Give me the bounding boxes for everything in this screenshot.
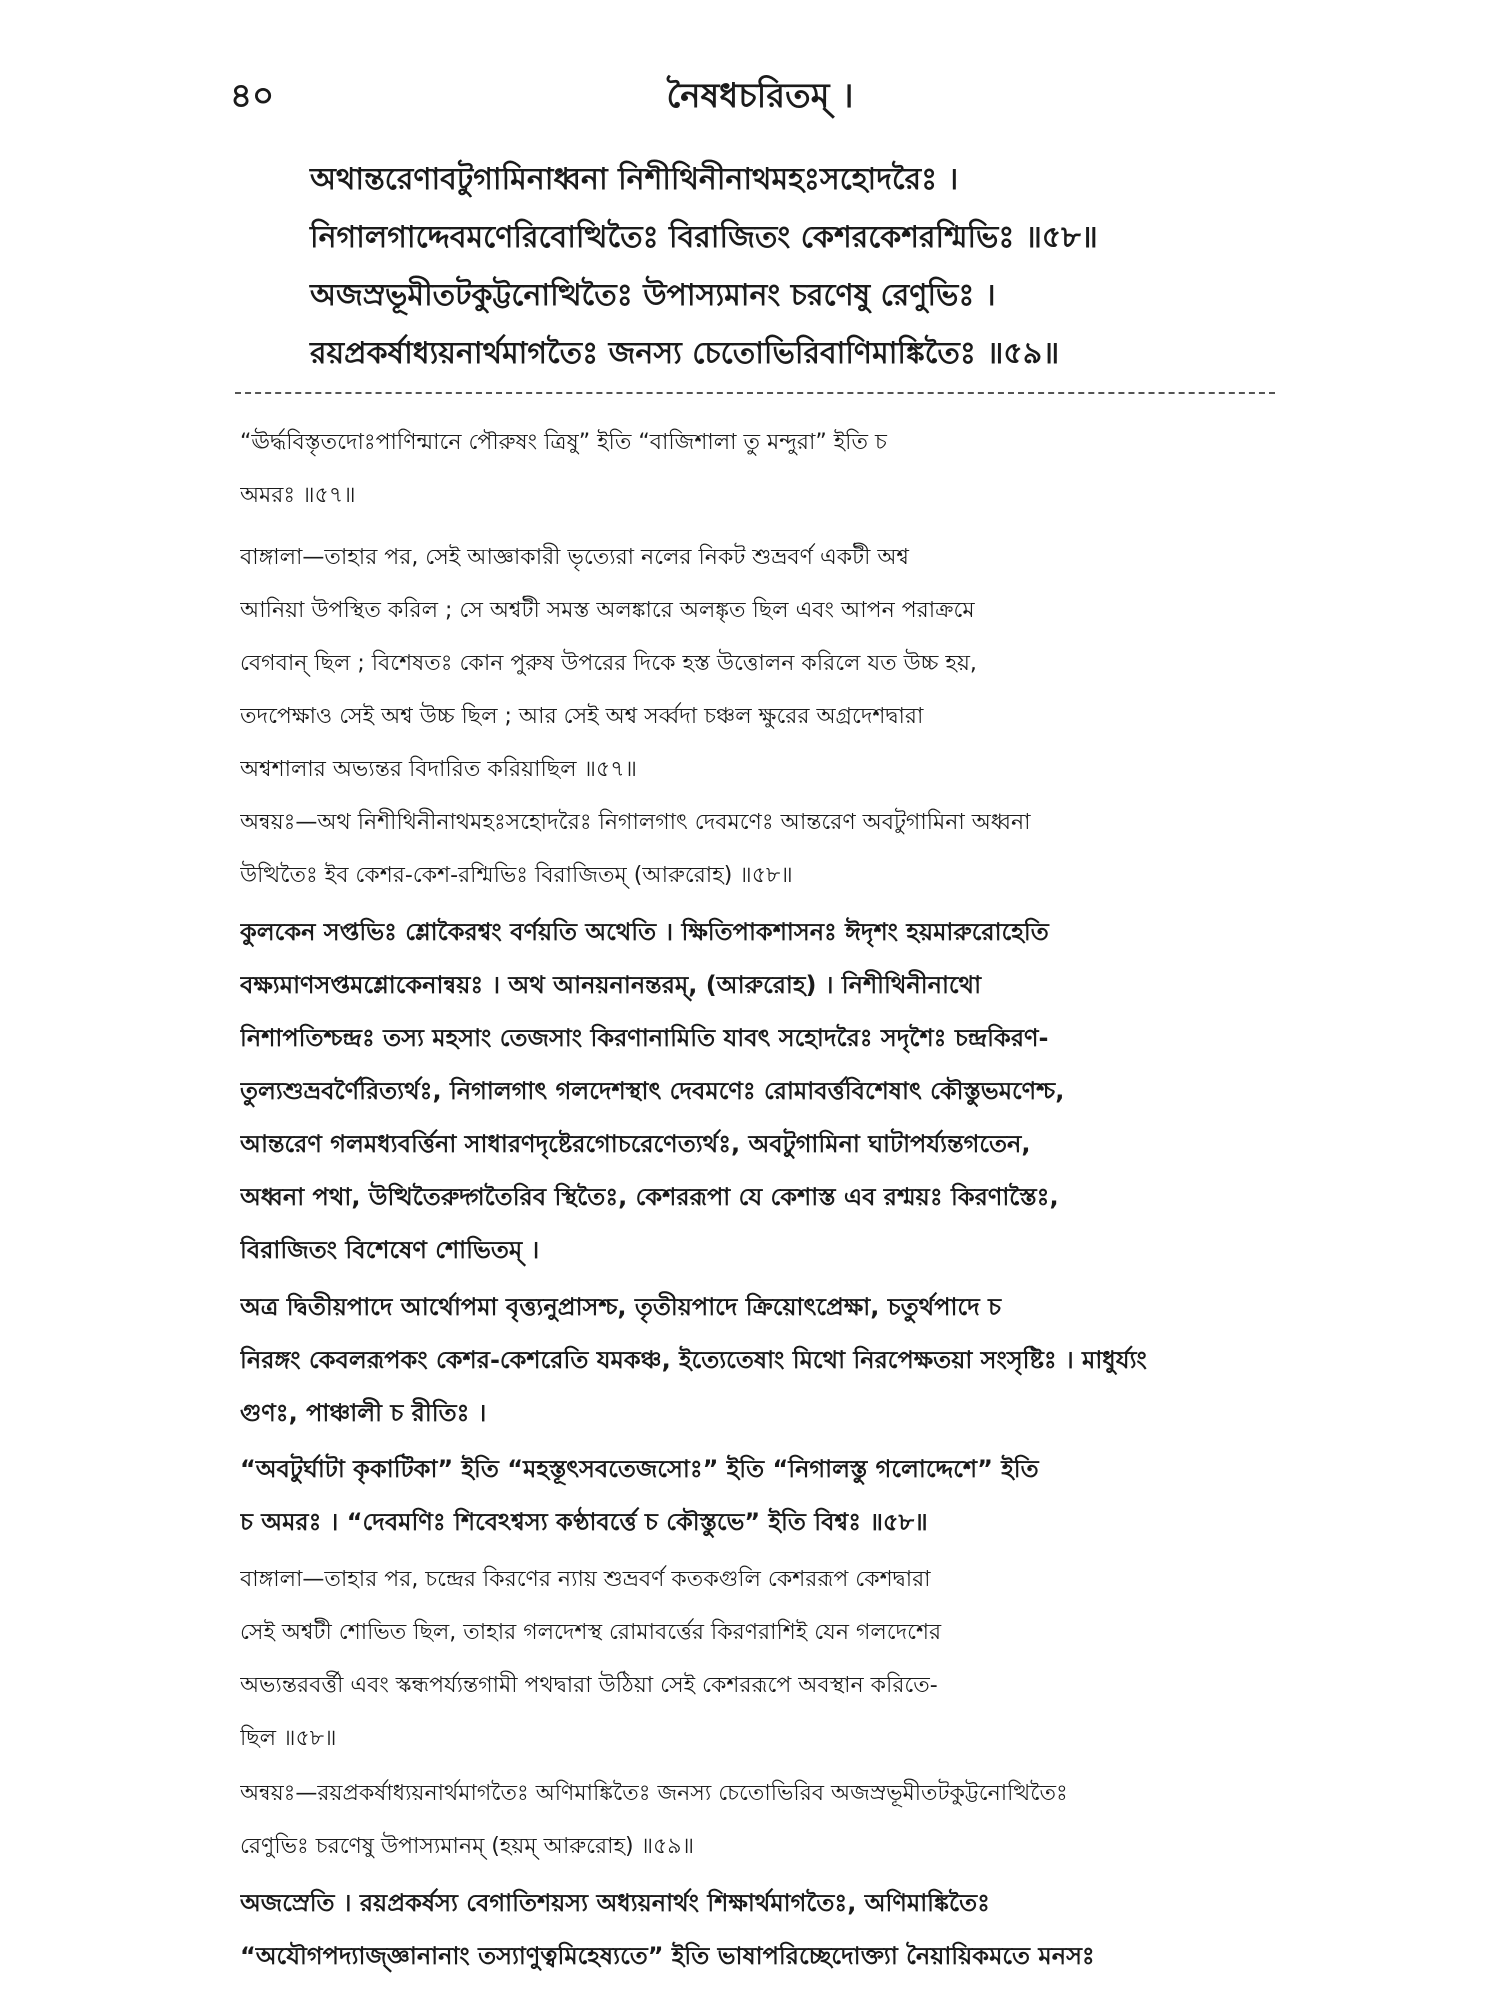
commentary-line: চ অমরঃ । “দেবমণিঃ শিবেঽশ্বস্য কণ্ঠাবর্ত্তে চ কৌস্তুভে” ইতি বিশ্বঃ ॥৫৮॥	[240, 1508, 928, 1536]
verse-line: রয়প্রকর্ষাধ্যয়নার্থমাগতৈঃ জনস্য চেতোভিরিবাণিমাঙ্কিতৈঃ ॥৫৯॥	[310, 336, 1060, 371]
commentary-line: অধ্বনা পথা, উত্থিতৈরুদ্গতৈরিব স্থিতৈঃ, কেশররূপা যে কেশাস্ত এব রশ্ময়ঃ কিরণাস্তৈঃ,	[240, 1183, 1059, 1211]
commentary-line: কুলকেন সপ্তভিঃ শ্লোকৈরশ্বং বর্ণয়তি অথেতি । ক্ষিতিপাকশাসনঃ ঈদৃশং হয়মারুরোহেতি	[240, 918, 1049, 946]
bengali-line: সেই অশ্বটী শোভিত ছিল, তাহার গলদেশস্থ রোমাবর্ত্তের কিরণরাশিই যেন গলদেশের	[240, 1620, 942, 1645]
bengali-line: বেগবান্ ছিল ; বিশেষতঃ কোন পুরুষ উপরের দিকে হস্ত উত্তোলন করিলে যত উচ্চ হয়,	[240, 651, 977, 676]
bengali-line: অভ্যন্তরবর্ত্তী এবং স্কন্ধপর্য্যন্তগামী পথদ্বারা উঠিয়া সেই কেশররূপে অবস্থান করিতে-	[240, 1673, 938, 1698]
commentary-line: নিশাপতিশ্চন্দ্রঃ তস্য মহসাং তেজসাং কিরণানামিতি যাবৎ সহোদরৈঃ সদৃশৈঃ চন্দ্রকিরণ-	[240, 1024, 1049, 1052]
verse-line: অজস্রভূমীতটকুট্টনোত্থিতৈঃ উপাস্যমানং চরণেষু রেণুভিঃ ।	[310, 278, 996, 313]
anvaya-line: অন্বয়ঃ—রয়প্রকর্ষাধ্যয়নার্থমাগতৈঃ অণিমাঙ্কিতৈঃ জনস্য চেতোভিরিব অজস্রভূমীতটকুট্টনোত্থিতৈঃ	[240, 1781, 1068, 1806]
commentary-line: আন্তরেণ গলমধ্যবর্ত্তিনা সাধারণদৃষ্টেরগোচরেণেত্যর্থঃ, অবটুগামিনা ঘাটাপর্য্যন্তগতেন,	[240, 1130, 1031, 1158]
bengali-line: ছিল ॥৫৮॥	[240, 1726, 337, 1751]
commentary-line: তুল্যশুভ্রবর্ণৈরিত্যর্থঃ, নিগালগাৎ গলদেশস্থাৎ দেবমণেঃ রোমাবর্ত্তবিশেষাৎ কৌস্তুভমণেশ্চ,	[240, 1077, 1065, 1105]
bengali-line: তদপেক্ষাও সেই অশ্ব উচ্চ ছিল ; আর সেই অশ্ব সর্ব্বদা চঞ্চল ক্ষুরের অগ্রদেশদ্বারা	[240, 704, 924, 729]
commentary-line: গুণঃ, পাঞ্চালী চ রীতিঃ ।	[240, 1399, 487, 1427]
anvaya-line: অন্বয়ঃ—অথ নিশীথিনীনাথমহঃসহোদরৈঃ নিগালগাৎ দেবমণেঃ আন্তরেণ অবটুগামিনা অধ্বনা	[240, 810, 1031, 835]
verse-line: অথান্তরেণাবটুগামিনাধ্বনা নিশীথিনীনাথমহঃসহোদরৈঃ ।	[310, 162, 959, 197]
bengali-line: বাঙ্গালা—তাহার পর, সেই আজ্ঞাকারী ভৃত্যেরা নলের নিকট শুভ্রবর্ণ একটী অশ্ব	[240, 545, 909, 570]
running-title: নৈষধচরিতম্ ।	[666, 76, 854, 116]
commentary-line: “অযৌগপদ্যাজ্জ্ঞানানাং তস্যাণুত্বমিহেষ্যতে” ইতি ভাষাপরিচ্ছেদোক্ত্যা নৈয়ায়িকমতে মনসঃ	[240, 1942, 1095, 1970]
commentary-line: অত্র দ্বিতীয়পাদে আর্থোপমা বৃত্ত্যনুপ্রাসশ্চ, তৃতীয়পাদে ক্রিয়োৎপ্রেক্ষা, চতুর্থপাদে চ	[240, 1293, 1002, 1321]
commentary-line: অমরঃ ॥৫৭॥	[240, 483, 356, 508]
anvaya-line: রেণুভিঃ চরণেষু উপাস্যমানম্ (হয়ম্ আরুরোহ) ॥৫৯॥	[240, 1834, 695, 1859]
commentary-line: “ঊর্দ্ধবিস্তৃতদোঃপাণিন্মানে পৌরুষং ত্রিষু” ইতি “বাজিশালা তু মন্দুরা” ইতি চ	[240, 430, 887, 455]
commentary-line: বক্ষ্যমাণসপ্তমশ্লোকেনান্বয়ঃ । অথ আনয়নানন্তরম্, (আরুরোহ) । নিশীথিনীনাথো	[240, 971, 982, 999]
commentary-line: নিরঙ্গং কেবলরূপকং কেশর-কেশরেতি যমকঞ্চ, ইত্যেতেষাং মিথো নিরপেক্ষতয়া সংসৃষ্টিঃ । মাধুর্য্যং	[240, 1346, 1147, 1374]
anvaya-line: উত্থিতৈঃ ইব কেশর-কেশ-রশ্মিভিঃ বিরাজিতম্ (আরুরোহ) ॥৫৮॥	[240, 863, 793, 888]
bengali-line: বাঙ্গালা—তাহার পর, চন্দ্রের কিরণের ন্যায় শুভ্রবর্ণ কতকগুলি কেশররূপ কেশদ্বারা	[240, 1567, 931, 1592]
page-number: ৪০	[230, 76, 275, 116]
page-header	[230, 70, 1290, 130]
verse-line: নিগালগাদ্দেবমণেরিবোত্থিতৈঃ বিরাজিতং কেশরকেশরশ্মিভিঃ ॥৫৮॥	[310, 220, 1098, 255]
commentary-line: অজস্রেতি । রয়প্রকর্ষস্য বেগাতিশয়স্য অধ্যয়নার্থং শিক্ষার্থমাগতৈঃ, অণিমাঙ্কিতৈঃ	[240, 1889, 990, 1917]
commentary-line: বিরাজিতং বিশেষেণ শোভিতম্ ।	[240, 1236, 540, 1264]
bengali-line: আনিয়া উপস্থিত করিল ; সে অশ্বটী সমস্ত অলঙ্কারে অলঙ্কৃত ছিল এবং আপন পরাক্রমে	[240, 598, 975, 623]
commentary-line: “অবটুর্ঘাটা কৃকাটিকা” ইতি “মহস্তূৎসবতেজসোঃ” ইতি “নিগালস্তু গলোদ্দেশে” ইতি	[240, 1455, 1039, 1483]
bengali-line: অশ্বশালার অভ্যন্তর বিদারিত করিয়াছিল ॥৫৭॥	[240, 757, 637, 782]
separator-rule	[235, 392, 1275, 394]
